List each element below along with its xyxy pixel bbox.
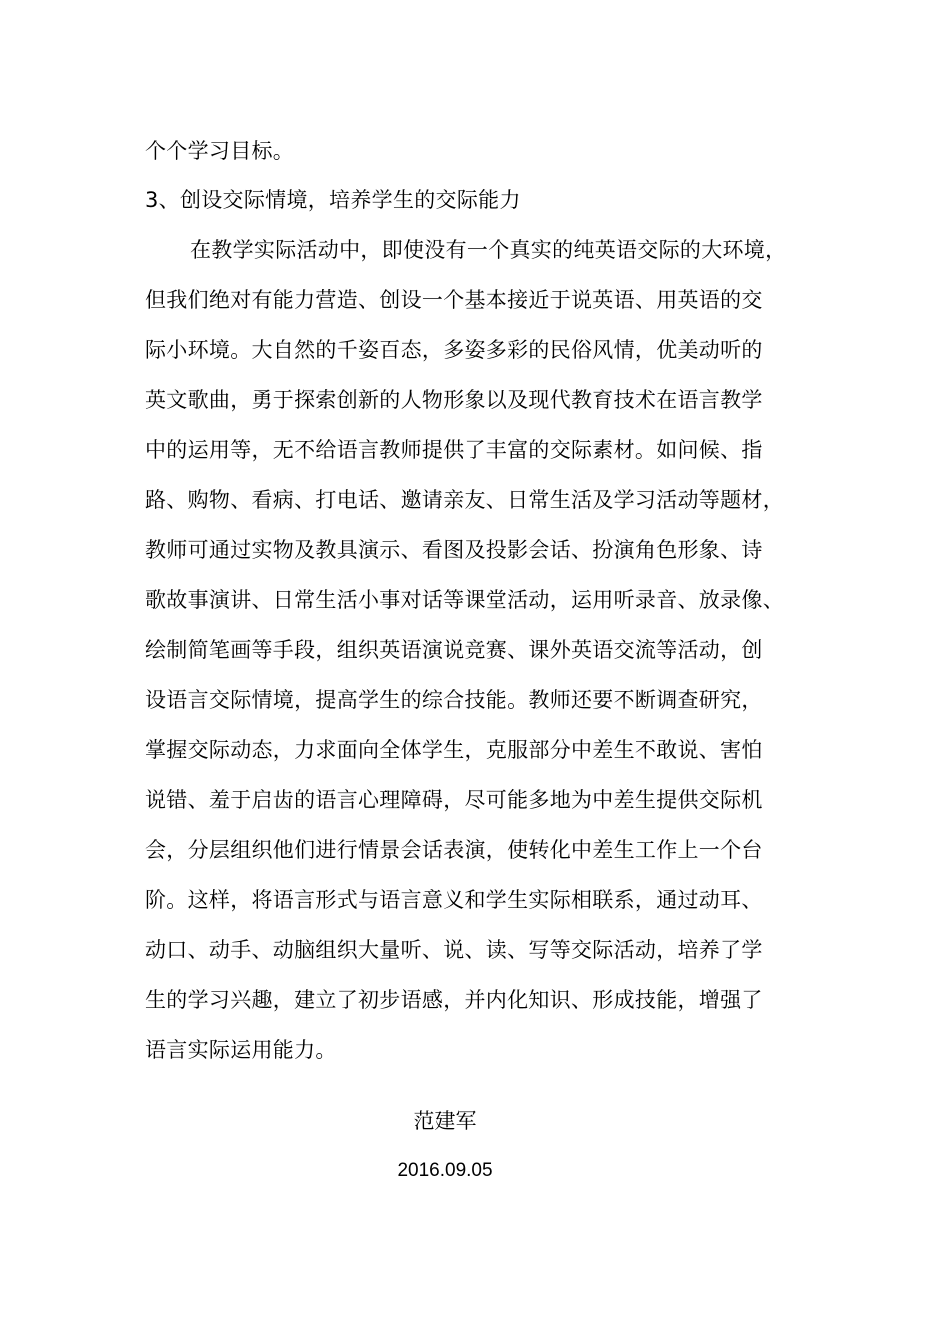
paragraph-line: 动口、动手、动脑组织大量听、说、读、写等交际活动，培养了学 — [145, 938, 763, 962]
paragraph-line: 生的学习兴趣，建立了初步语感，并内化知识、形成技能，增强了 — [145, 988, 763, 1012]
document-date: 2016.09.05 — [397, 1160, 493, 1181]
paragraph-line: 语言实际运用能力。 — [145, 1038, 337, 1062]
paragraph-line: 掌握交际动态，力求面向全体学生，克服部分中差生不敢说、害怕 — [145, 738, 763, 762]
paragraph-line: 设语言交际情境，提高学生的综合技能。教师还要不断调查研究， — [145, 688, 763, 712]
section-heading: 3、创设交际情境，培养学生的交际能力 — [145, 188, 521, 212]
opening-line: 个个学习目标。 — [145, 139, 295, 163]
paragraph-line: 会，分层组织他们进行情景会话表演，使转化中差生工作上一个台 — [145, 838, 763, 862]
paragraph-line: 英文歌曲，勇于探索创新的人物形象以及现代教育技术在语言教学 — [145, 388, 763, 412]
paragraph-line: 教师可通过实物及教具演示、看图及投影会话、扮演角色形象、诗 — [145, 538, 763, 562]
paragraph-line: 阶。这样，将语言形式与语言意义和学生实际相联系，通过动耳、 — [145, 888, 763, 912]
paragraph-line: 中的运用等，无不给语言教师提供了丰富的交际素材。如问候、指 — [145, 438, 763, 462]
paragraph-line: 歌故事演讲、日常生活小事对话等课堂活动，运用听录音、放录像、 — [145, 588, 784, 612]
paragraph-line: 际小环境。大自然的千姿百态，多姿多彩的民俗风情，优美动听的 — [145, 338, 763, 362]
author-name: 范建军 — [413, 1109, 477, 1133]
paragraph-line: 但我们绝对有能力营造、创设一个基本接近于说英语、用英语的交 — [145, 288, 763, 312]
paragraph-line: 路、购物、看病、打电话、邀请亲友、日常生活及学习活动等题材， — [145, 488, 784, 512]
paragraph-line: 在教学实际活动中，即使没有一个真实的纯英语交际的大环境， — [190, 238, 787, 262]
paragraph-line: 绘制简笔画等手段，组织英语演说竞赛、课外英语交流等活动，创 — [145, 638, 763, 662]
paragraph-line: 说错、羞于启齿的语言心理障碍，尽可能多地为中差生提供交际机 — [145, 788, 763, 812]
